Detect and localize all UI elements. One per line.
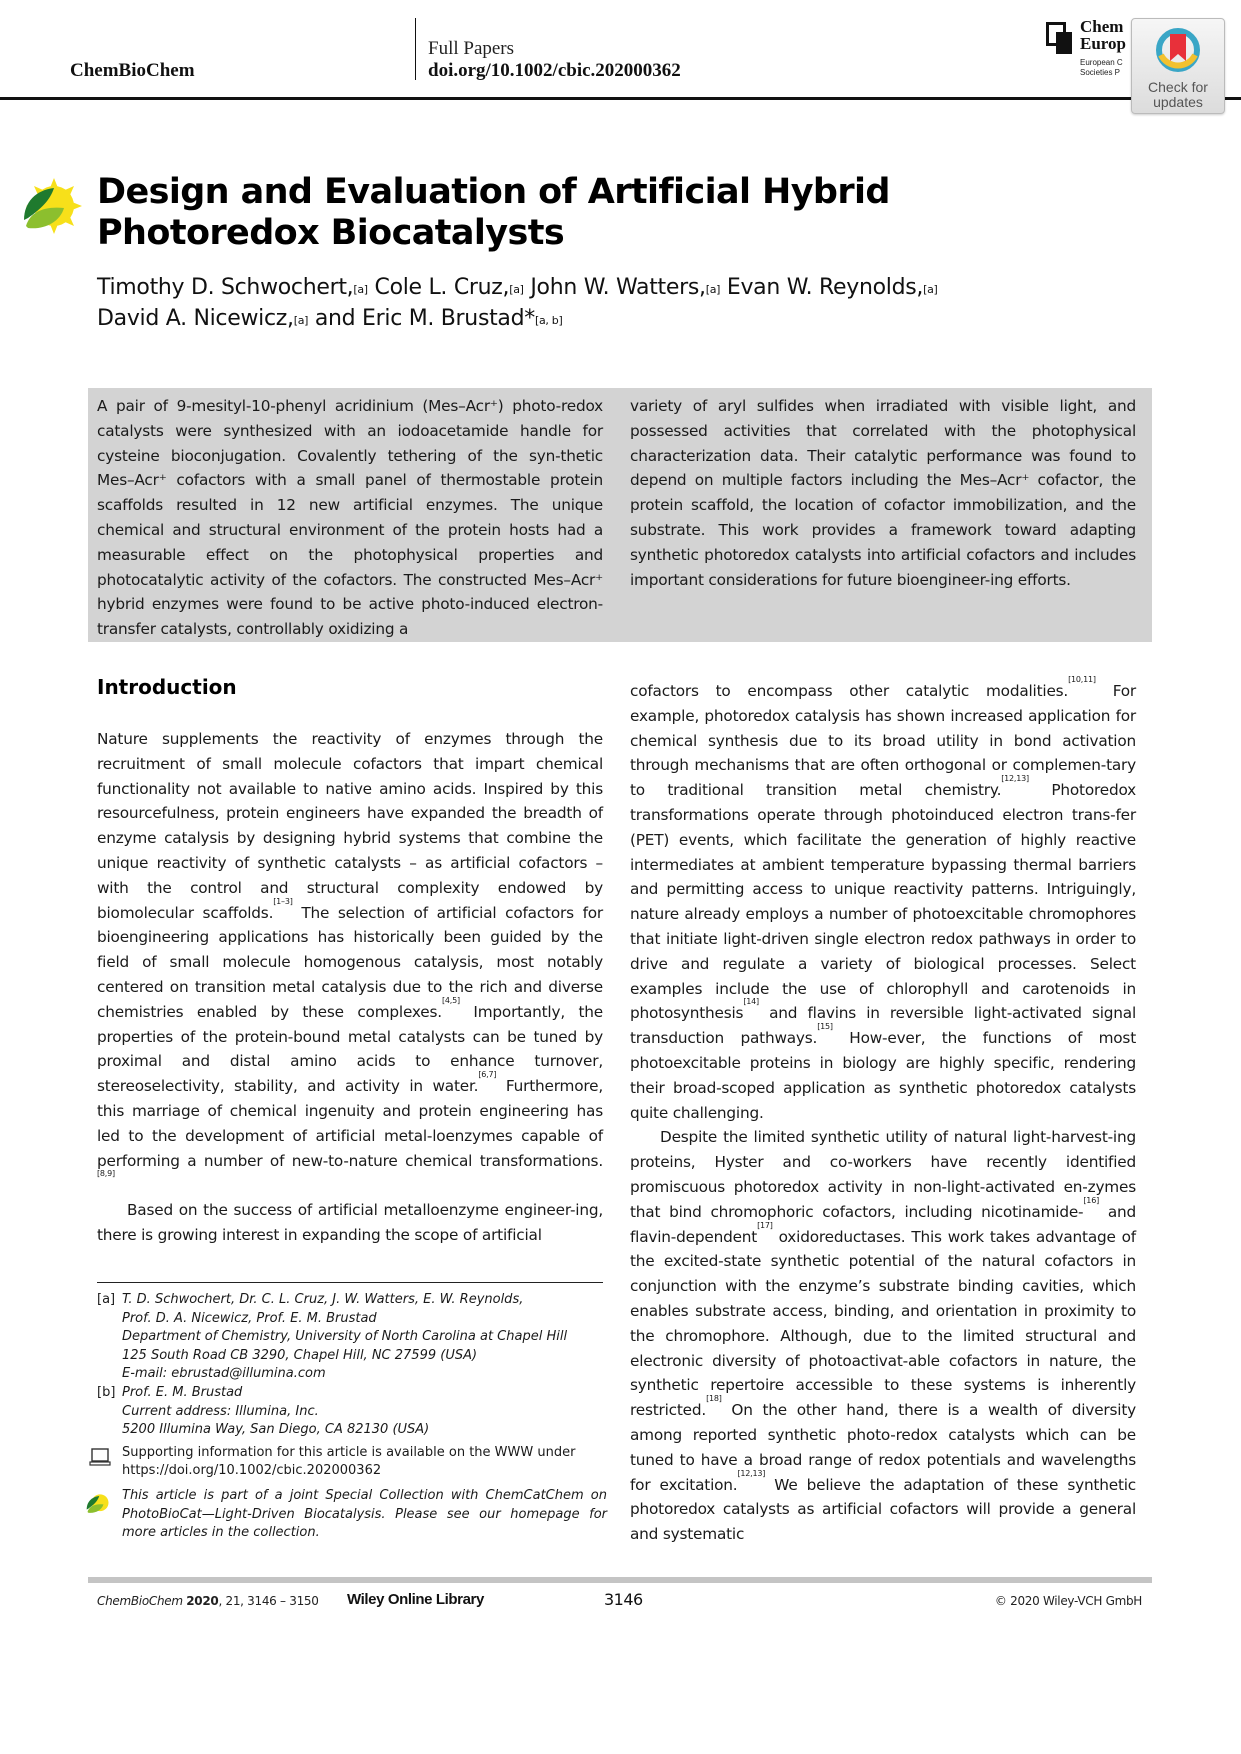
supporting-information: Supporting information for this article is available on the WWW under https://doi.org/10.1002/cbic.202000362 (97, 1444, 607, 1481)
citation-link[interactable]: [18] (706, 1394, 722, 1404)
logo-sub-line2: Societies P (1080, 68, 1121, 77)
paragraph: cofactors to encompass other catalytic modalities.[10,11] For example, photoredox catalysis has shown increased application for chemical synthesis due to its broad utility in bond activation through mechanisms that are often orthogonal or complemen-tary to traditional transition metal chemistry.[12,13] Photoredox transformations operate through photoinduced electron trans-fer (PET) events, which facilitate the generation of highly reactive intermediates at ambient temperature bypassing thermal barriers and permitting access to unique reactivity patterns. Intriguingly, nature already employs a number of photoexcitable chromophores that initiate light-driven single electron redox pathways in order to drive and regulate a variety of biological processes. Select examples include the use of chlorophyll and carotenoids in photosynthesis[14] and flavins in reversible light-activated signal transduction pathways.[15] How-ever, the functions of most photoexcitable proteins in biology are highly specific, rendering their broad-scoped application as synthetic photoredox catalysts quite challenging. (630, 675, 1136, 1122)
paragraph: Despite the limited synthetic utility of natural light-harvest-ing proteins, Hyster and co-workers have recently identified promiscuous photoredox activity in non-light-activated en-zymes that bind chromophoric cofactors, including nicotinamide-[16] and flavin-dependent[17] oxidoreductases. This work takes advantage of the excited-state synthetic potential of the natural cofactors in conjunction with the enzyme’s substrate binding cavities, which enables substrate access, binding, and orientation in proximity to the chromophore. Although, due to the limited structural and electronic diversity of photoactivat-able cofactors in nature, the synthetic repertoire accessible to these systems is inherently restricted.[18] On the other hand, there is a wealth of diversity among reported synthetic photo-redox catalysts which can be tuned to have a broad range of redox potentials and wavelengths for excitation.[12,13] We believe the adaptation of these synthetic photoredox catalysts as artificial cofactors will provide a general and systematic (630, 1128, 1137, 1544)
abstract-right-column: variety of aryl sulfides when irradiated with visible light, and possessed activities that correlated with the photophysical characterization data. Their catalytic performance was found to depend on multiple factors including the Mes–Acr⁺ cofactor, the protein scaffold, the location of cofactor immobilization, and the substrate. This work provides a framework toward adapting synthetic photoredox catalysts into artificial cofactors and includes important considerations for future bioengineer-ing efforts. (630, 397, 1136, 589)
article-title: Design and Evaluation of Artificial Hybrid Photoredox Biocatalysts (97, 172, 890, 253)
affiliation-marker: [a] (293, 314, 309, 327)
citation-link[interactable]: [15] (817, 1022, 833, 1032)
author[interactable]: Evan W. Reynolds,[a] (726, 275, 938, 300)
article-type: Full Papers (428, 38, 515, 59)
logo-name-line2: Europ (1080, 34, 1126, 53)
wiley-online-library-link[interactable]: Wiley Online Library (347, 1591, 484, 1608)
citation-link[interactable]: [4,5] (441, 995, 460, 1005)
section-heading-introduction: Introduction (97, 675, 237, 699)
affiliation-marker: [a] (353, 283, 368, 296)
citation-link[interactable]: [10,11] (1068, 675, 1096, 684)
sun-leaf-icon (20, 176, 82, 238)
supporting-info-link[interactable]: https://doi.org/10.1002/cbic.202000362 (122, 1463, 382, 1479)
body-right-column (630, 675, 1137, 1547)
author[interactable]: and Eric M. Brustad*[a, b] (314, 306, 563, 331)
affiliation-a: [a] T. D. Schwochert, Dr. C. L. Cruz, J. W. Watters, E. W. Reynolds, Prof. D. A. Nicewicz, Prof. E. M. Brustad Department of Chemistry, University of North Carolina at Chapel Hill 125 South Road CB 3290, Chapel Hill, NC 27599 (USA) E-mail: ebrustad@illumina.com (97, 1291, 607, 1384)
special-collection-note: This article is part of a joint Special Collection with ChemCatChem on PhotoBioCat—Light-Driven Biocatalysis. Please see our homepage for more articles in the collection. (97, 1487, 607, 1543)
affiliation-b: [b] Prof. E. M. Brustad Current address: Illumina, Inc. 5200 Illumina Way, San Diego, CA 82130 (USA) (97, 1384, 430, 1438)
citation-link[interactable]: [16] (1083, 1195, 1100, 1205)
affiliation-label: [a] (97, 1292, 116, 1307)
abstract-left-column: A pair of 9-mesityl-10-phenyl acridinium (Mes–Acr⁺) photo-redox catalysts were synthesized with an iodoacetamide handle for cysteine bioconjugation. Covalently tethering of the syn-thetic Mes–Acr⁺ cofactors with a small panel of thermostable protein scaffolds resulted in 12 new artificial enzymes. The unique chemical and structural environment of the protein hosts had a measurable effect on the photophysical properties and photocatalytic activity of the cofactors. The constructed Mes–Acr⁺ hybrid enzymes were found to be active photo-induced electron-transfer catalysts, controllably oxidizing a (97, 397, 603, 639)
author-list (97, 272, 1147, 334)
footer-rule (88, 1577, 1152, 1583)
citation-link[interactable]: [17] (757, 1220, 773, 1230)
citation-link[interactable]: [14] (743, 997, 759, 1007)
affiliation-marker: [a] (509, 283, 524, 296)
citation-link[interactable]: [6,7] (478, 1070, 497, 1080)
check-for-updates-line2: updates (1153, 94, 1203, 110)
footnote-rule (97, 1282, 603, 1283)
author[interactable]: David A. Nicewicz,[a] (97, 306, 309, 331)
author[interactable]: Cole L. Cruz,[a] (374, 275, 524, 300)
header-rule (0, 97, 1241, 100)
body-left-column (97, 727, 603, 1248)
citation-link[interactable]: [12,13] (1001, 774, 1029, 784)
doi-link[interactable]: doi.org/10.1002/cbic.202000362 (428, 60, 681, 81)
citation-link[interactable]: [8,9] (97, 1169, 115, 1179)
citation-link[interactable]: [12,13] (737, 1468, 766, 1478)
logo-sub-line1: European C (1080, 58, 1123, 67)
affiliation-marker: [a] (705, 283, 721, 296)
header-divider (415, 18, 416, 80)
abstract-box (88, 388, 1152, 642)
copyright: © 2020 Wiley-VCH GmbH (994, 1594, 1142, 1608)
logo-subtitle (1080, 58, 1123, 78)
check-for-updates-line1: Check for (1148, 79, 1208, 95)
journal-name: ChemBioChem (70, 60, 195, 81)
paragraph: Based on the success of artificial metalloenzyme engineer-ing, there is growing interest in expanding the scope of artificial (97, 1201, 603, 1244)
bookmark-crossmark-icon (1153, 25, 1203, 75)
logo-name-line1: Chem (1080, 17, 1124, 36)
footnotes (97, 1291, 607, 1543)
logo-square-filled-icon (1056, 32, 1072, 54)
sun-leaf-icon (85, 1491, 111, 1517)
check-for-updates-button[interactable] (1131, 18, 1225, 114)
laptop-icon (89, 1446, 111, 1468)
author[interactable]: Timothy D. Schwochert,[a] (97, 275, 368, 300)
paragraph: Nature supplements the reactivity of enzymes through the recruitment of small molecule cofactors that impart chemical functionality not available to native amino acids. Inspired by this resourcefulness, protein engineers have expanded the breadth of enzyme catalysis by designing hybrid systems that combine the unique reactivity of synthetic catalysts – as artificial cofactors – with the control and structural complexity endowed by biomolecular scaffolds.[1–3] The selection of artificial cofactors for bioengineering applications has historically been guided by the field of small molecule homogenous catalysis, most notably centered on transition metal catalysis due to the rich and diverse chemistries enabled by these complexes.[4,5] Importantly, the properties of the protein-bound metal catalysts can be tuned by proximal and distal amino acids to enhance turnover, stereoselectivity, stability, and activity in water.[6,7] Furthermore, this marriage of chemical ingenuity and protein engineering has led to the development of artificial metal-loenzymes capable of performing a number of new-to-nature chemical transformations.[8,9] (97, 730, 604, 1179)
affiliation-marker: [a] (923, 283, 938, 296)
citation-link[interactable]: [1–3] (273, 896, 293, 906)
affiliation-marker: [a, b] (534, 314, 563, 327)
affiliation-label: [b] (97, 1384, 116, 1400)
logo-name (1080, 18, 1126, 52)
author[interactable]: John W. Watters,[a] (530, 275, 721, 300)
email-link[interactable]: E-mail: ebrustad@illumina.com (122, 1366, 326, 1382)
page-number: 3146 (604, 1590, 643, 1609)
footer-citation: ChemBioChem 2020, 21, 3146 – 3150 (97, 1594, 319, 1608)
